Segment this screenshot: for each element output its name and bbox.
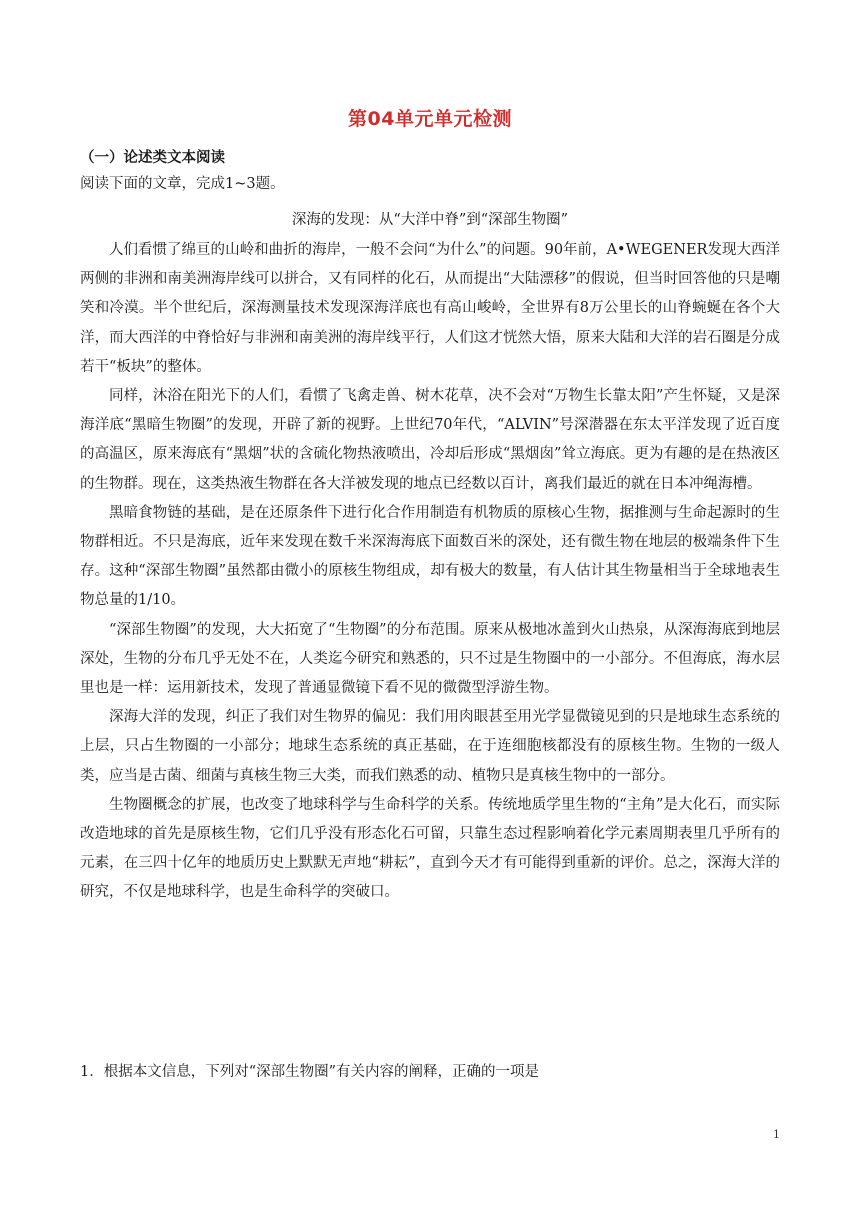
paragraph: 生物圈概念的扩展，也改变了地球科学与生命科学的关系。传统地质学里生物的“主角”是大化石，而实际改造地球的首先是原核生物，它们几乎没有形态化石可留，只靠生态过程影响着化学元素周期表里几乎所有的元素，在三四十亿年的地质历史上默默无声地“耕耘”，直到今天才有可能得到重新的评价。总之，深海大洋的研究，不仅是地球科学，也是生命科学的突破口。 [80, 796, 780, 901]
paragraph: 深海大洋的发现，纠正了我们对生物界的偏见：我们用肉眼甚至用光学显微镜见到的只是地球生态系统的上层，只占生物圈的一小部分；地球生态系统的真正基础，在于连细胞核都没有的原核生物。生物的一级人类，应当是古菌、细菌与真核生物三大类，而我们熟悉的动、植物只是真核生物中的一部分。 [80, 709, 780, 784]
paragraph: 人们看惯了绵亘的山岭和曲折的海岸，一般不会问“为什么”的问题。90年前，A•WEGENER发现大西洋两侧的非洲和南美洲海岸线可以拼合，又有同样的化石，从而提出“大陆漂移”的假说，但当时回答他的只是嘲笑和冷漠。半个世纪后，深海测量技术发现深海洋底也有高山峻岭，全世界有8万公里长的山脊蜿蜒在各个大洋，而大西洋的中脊恰好与非洲和南美洲的海岸线平行，人们这才恍然大悟，原来大陆和大洋的岩石圈是分成若干“板块”的整体。 [80, 242, 780, 375]
paragraph: 黑暗食物链的基础，是在还原条件下进行化合作用制造有机物质的原核心生物，据推测与生命起源时的生物群相近。不只是海底，近年来发现在数千米深海海底下面数百米的深处，还有微生物在地层的极端条件下生存。这种“深部生物圈”虽然都由微小的原核生物组成，却有极大的数量，有人估计其生物量相当于全球地表生物总量的1/10。 [80, 504, 780, 609]
question-1: 1．根据本文信息，下列对“深部生物圈”有关内容的阐释，正确的一项是 [80, 1064, 540, 1080]
document-title: 第04单元单元检测 [348, 108, 512, 130]
paragraph: “深部生物圈”的发现，大大拓宽了“生物圈”的分布范围。原来从极地冰盖到火山热泉，从深海海底到地层深处，生物的分布几乎无处不在，人类迄今研究和熟悉的，只不过是生物圈中的一小部分。不但海底，海水层里也是一样：运用新技术，发现了普通显微镜下看不见的微微型浮游生物。 [80, 621, 780, 697]
paragraph: 同样，沐浴在阳光下的人们，看惯了飞禽走兽、树木花草，决不会对“万物生长靠太阳”产生怀疑，又是深海洋底“黑暗生物圈”的发现，开辟了新的视野。上世纪70年代，“ALVIN”号深潜器在东太平洋发现了近百度的高温区，原来海底有“黑烟”状的含硫化物热液喷出，冷却后形成“黑烟囱”耸立海底。更为有趣的是在热液区的生物群。现在，这类热液生物群在各大洋被发现的地点已经数以百计，离我们最近的就在日本冲绳海槽。 [80, 388, 780, 492]
article-body [80, 236, 780, 908]
reading-instruction: 阅读下面的文章，完成1~3题。 [80, 176, 285, 192]
article-title: 深海的发现：从“大洋中脊”到“深部生物圈” [291, 212, 569, 228]
page-number: 1 [773, 1128, 780, 1141]
section-heading: （一）论述类文本阅读 [80, 150, 225, 166]
